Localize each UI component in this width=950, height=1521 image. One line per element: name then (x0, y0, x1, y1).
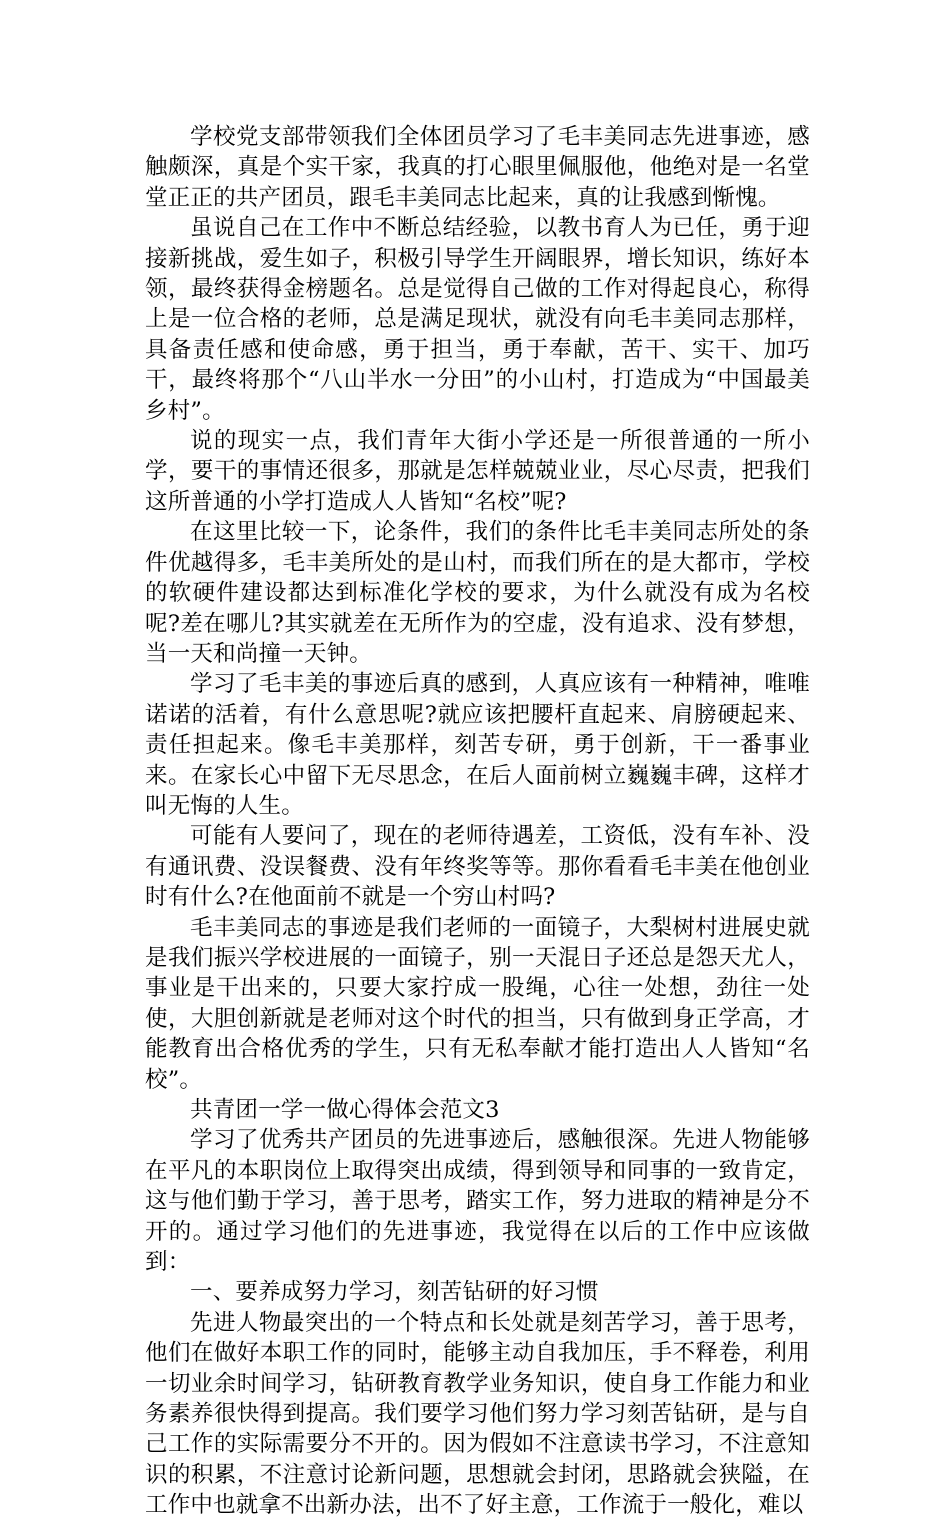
paragraph: 学校党支部带领我们全体团员学习了毛丰美同志先进事迹，感触颇深，真是个实干家，我真的打心眼里佩服他，他绝对是一名堂堂正正的共产团员，跟毛丰美同志比起来，真的让我感到惭愧。 (145, 124, 810, 211)
paragraph: 学习了优秀共产团员的先进事迹后，感触很深。先进人物能够在平凡的本职岗位上取得突出成绩，得到领导和同事的一致肯定，这与他们勤于学习，善于思考，踏实工作，努力进取的精神是分不开的。通过学习他们的先进事迹，我觉得在以后的工作中应该做到： (145, 1127, 810, 1276)
paragraph: 虽说自己在工作中不断总结经验，以教书育人为已任，勇于迎接新挑战，爱生如子，积极引导学生开阔眼界，增长知识，练好本领，最终获得金榜题名。总是觉得自己做的工作对得起良心，称得上是一位合格的老师，总是满足现状，就没有向毛丰美同志那样，具备责任感和使命感，勇于担当，勇于奉献，苦干、实干、加巧干，最终将那个“八山半水一分田”的小山村，打造成为“中国最美乡村”。 (145, 215, 810, 424)
document-body (145, 122, 810, 1521)
paragraph: 毛丰美同志的事迹是我们老师的一面镜子，大梨树村进展史就是我们振兴学校进展的一面镜子，别一天混日子还总是怨天尤人，事业是干出来的，只要大家拧成一股绳，心往一处想，劲往一处使，大胆创新就是老师对这个时代的担当，只有做到身正学高，才能教育出合格优秀的学生，只有无私奉献才能打造出人人皆知“名校”。 (145, 914, 810, 1093)
paragraph: 在这里比较一下，论条件，我们的条件比毛丰美同志所处的条件优越得多，毛丰美所处的是山村，而我们所在的是大都市，学校的软硬件建设都达到标准化学校的要求，为什么就没有成为名校呢?差在哪儿?其实就差在无所作为的空虚，没有追求、没有梦想，当一天和尚撞一天钟。 (145, 519, 810, 667)
paragraph: 学习了毛丰美的事迹后真的感到，人真应该有一种精神，唯唯诺诺的活着，有什么意思呢?就应该把腰杆直起来、肩膀硬起来、责任担起来。像毛丰美那样，刻苦专研，勇于创新，干一番事业来。在家长心中留下无尽思念，在后人面前树立巍巍丰碑，这样才叫无悔的人生。 (145, 671, 810, 819)
paragraph: 说的现实一点，我们青年大街小学还是一所很普通的一所小学，要干的事情还很多，那就是怎样兢兢业业，尽心尽责，把我们这所普通的小学打造成人人皆知“名校”呢? (145, 428, 810, 515)
paragraph: 先进人物最突出的一个特点和长处就是刻苦学习，善于思考，他们在做好本职工作的同时，能够主动自我加压，手不释卷，利用一切业余时间学习，钻研教育教学业务知识，使自身工作能力和业务素养很快得到提高。我们要学习他们努力学习刻苦钻研，是与自己工作的实际需要分不开的。因为假如不注意读书学习，不注意知识的积累，不注意讨论新问题，思想就会封闭，思路就会狭隘，在工作中也就拿不出新办法，出不了好主意，工作流于一般化，难以 (145, 1309, 810, 1519)
paragraph: 可能有人要问了，现在的老师待遇差，工资低，没有车补、没有通讯费、没误餐费、没有年终奖等等。那你看看毛丰美在他创业时有什么?在他面前不就是一个穷山村吗? (145, 823, 810, 911)
section-heading: 共青团一学一做心得体会范文3 (190, 1097, 500, 1123)
subsection-heading: 一、要养成努力学习，刻苦钻研的好习惯 (190, 1279, 599, 1306)
